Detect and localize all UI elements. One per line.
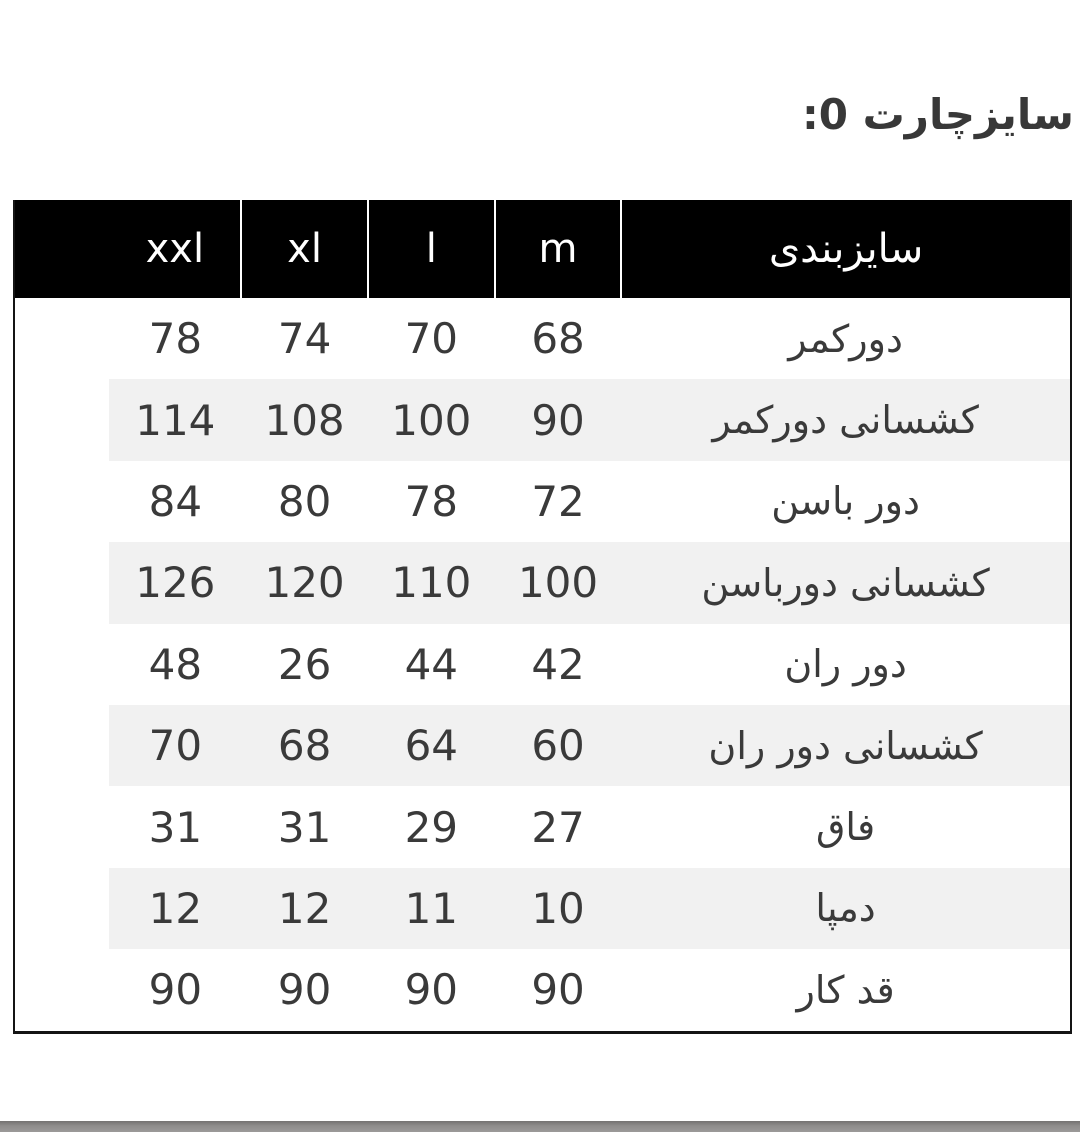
row-label-cell: کشسانی دورباسن <box>621 542 1071 623</box>
value-cell-m: 10 <box>495 868 621 949</box>
value-cell-m: 90 <box>495 379 621 460</box>
row-label-cell: دمپا <box>621 868 1071 949</box>
value-cell-xxl: 126 <box>109 542 241 623</box>
value-cell-l: 29 <box>368 786 495 867</box>
value-cell-xl: 68 <box>241 705 367 786</box>
row-spacer-cell <box>14 705 109 786</box>
value-cell-xl: 80 <box>241 461 367 542</box>
row-label-cell: فاق <box>621 786 1071 867</box>
value-cell-xxl: 31 <box>109 786 241 867</box>
row-spacer-cell <box>14 298 109 379</box>
value-cell-m: 68 <box>495 298 621 379</box>
column-header-xl: xl <box>241 200 367 298</box>
value-cell-m: 60 <box>495 705 621 786</box>
row-label-cell: قد کار <box>621 949 1071 1032</box>
row-spacer-cell <box>14 624 109 705</box>
table-row <box>14 624 1071 705</box>
row-label-cell: دور باسن <box>621 461 1071 542</box>
table-row <box>14 298 1071 379</box>
value-cell-xxl: 90 <box>109 949 241 1032</box>
value-cell-xxl: 48 <box>109 624 241 705</box>
column-header-l: l <box>368 200 495 298</box>
row-spacer-cell <box>14 461 109 542</box>
value-cell-l: 100 <box>368 379 495 460</box>
table-row <box>14 379 1071 460</box>
value-cell-l: 64 <box>368 705 495 786</box>
value-cell-m: 90 <box>495 949 621 1032</box>
row-spacer-cell <box>14 379 109 460</box>
size-chart-table <box>13 200 1072 1034</box>
value-cell-xxl: 78 <box>109 298 241 379</box>
table-row <box>14 705 1071 786</box>
value-cell-m: 27 <box>495 786 621 867</box>
value-cell-l: 90 <box>368 949 495 1032</box>
table-row <box>14 949 1071 1032</box>
value-cell-l: 70 <box>368 298 495 379</box>
table-row <box>14 461 1071 542</box>
value-cell-xl: 74 <box>241 298 367 379</box>
table-row <box>14 786 1071 867</box>
value-cell-m: 100 <box>495 542 621 623</box>
row-label-cell: کشسانی دور ران <box>621 705 1071 786</box>
row-spacer-cell <box>14 949 109 1032</box>
table-body <box>14 298 1071 1032</box>
value-cell-l: 11 <box>368 868 495 949</box>
value-cell-m: 42 <box>495 624 621 705</box>
value-cell-m: 72 <box>495 461 621 542</box>
value-cell-l: 78 <box>368 461 495 542</box>
row-spacer-cell <box>14 542 109 623</box>
table-row <box>14 542 1071 623</box>
value-cell-xl: 26 <box>241 624 367 705</box>
row-spacer-cell <box>14 786 109 867</box>
value-cell-xl: 108 <box>241 379 367 460</box>
header-spacer-cell <box>14 200 109 298</box>
value-cell-xl: 120 <box>241 542 367 623</box>
row-label-cell: دورکمر <box>621 298 1071 379</box>
value-cell-xxl: 12 <box>109 868 241 949</box>
column-header-xxl: xxl <box>109 200 241 298</box>
value-cell-l: 44 <box>368 624 495 705</box>
table-header-row <box>14 200 1071 298</box>
value-cell-xxl: 84 <box>109 461 241 542</box>
row-label-cell: کشسانی دورکمر <box>621 379 1071 460</box>
column-header-m: m <box>495 200 621 298</box>
value-cell-xl: 31 <box>241 786 367 867</box>
column-header-size_label: سایزبندی <box>621 200 1071 298</box>
value-cell-xl: 12 <box>241 868 367 949</box>
value-cell-xxl: 114 <box>109 379 241 460</box>
table-row <box>14 868 1071 949</box>
value-cell-xl: 90 <box>241 949 367 1032</box>
page-title: سایزچارت 0: <box>801 90 1074 139</box>
row-label-cell: دور ران <box>621 624 1071 705</box>
value-cell-xxl: 70 <box>109 705 241 786</box>
bottom-divider <box>0 1121 1080 1132</box>
row-spacer-cell <box>14 868 109 949</box>
value-cell-l: 110 <box>368 542 495 623</box>
